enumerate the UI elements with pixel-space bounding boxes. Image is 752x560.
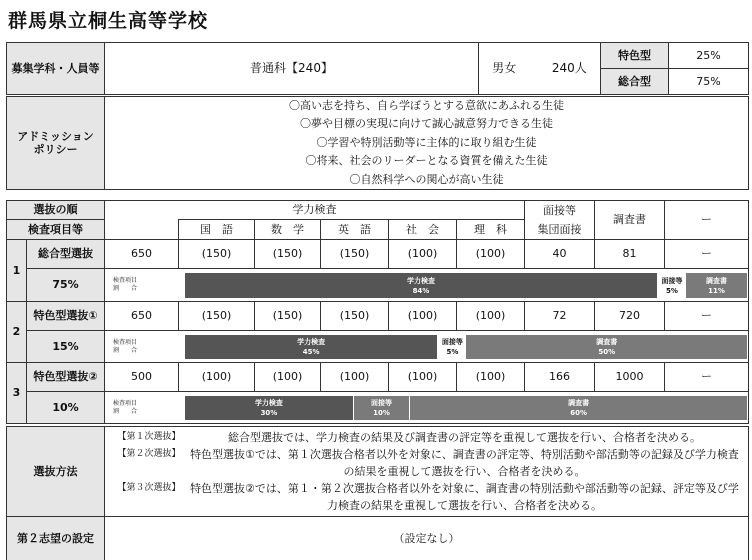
ratio-bars [185,396,748,420]
second-choice-value: （設定なし） [105,517,749,560]
header-interview-2: 集団面接 [525,220,595,240]
method-text: 特色型選抜②では、第１・第２次選抜合格者以外を対象に、調査書の特別活動や部活動等の記録、評定等及び学力検査の結果を重視して選抜を行い、合格者を決める。 [190,482,739,512]
subject-header: 社 会 [389,220,457,240]
admission-policy-table [6,96,749,190]
header-academic: 学力検査 [105,201,525,220]
ratio-segment-pct: 45% [302,348,320,356]
row-percent: 75% [27,269,105,302]
method-tag: 【第１次選抜】 [117,432,181,442]
selection-table [6,200,749,424]
admission-policy-label-line2: ポリシー [33,143,78,157]
subject-score: (100) [389,302,457,331]
ratio-segment-label: 調査書 [568,399,590,407]
subject-score: (100) [321,363,389,392]
bar-label-line1: 検査項目 [113,338,138,346]
header-dash: ー [665,201,749,240]
interview-score: 166 [525,363,595,392]
row-name: 特色型選抜① [27,302,105,331]
ratio-segment-pct: 10% [373,409,390,417]
subject-header: 英 語 [321,220,389,240]
type-name-2: 総合型 [601,69,669,95]
ratio-segment [354,396,410,420]
method-item [111,480,742,514]
header-total-blank [105,220,179,240]
subject-score: (150) [179,302,255,331]
admission-policy-label [7,97,105,190]
method-table [6,426,749,560]
subject-score: (100) [389,363,457,392]
ratio-segment [466,335,748,359]
method-text: 総合型選抜では、学力検査の結果及び調査書の評定等を重視して選抜を行い、合格者を決める。 [228,431,701,444]
bar-label [113,400,137,416]
ratio-bar-row [105,269,749,302]
row-number: 1 [7,240,27,302]
report-score: 1000 [595,363,665,392]
admission-policy-list [105,97,749,190]
interview-score: 40 [525,240,595,269]
ratio-segment-label: 面接等 [371,399,393,407]
ratio-segment [185,396,354,420]
other-score: ー [665,363,749,392]
ratio-segment [658,273,686,298]
row-number: 2 [7,302,27,363]
ratio-segment-label: 面接等 [661,276,683,285]
subject-score: (100) [457,240,525,269]
header-report: 調査書 [595,201,665,240]
method-item [111,429,742,446]
subject-score: (150) [255,240,321,269]
page-title: 群馬県立桐生高等学校 [8,10,209,32]
type-name-1: 特色型 [601,43,669,69]
total-score: 650 [105,240,179,269]
ratio-segment-label: 学力検査 [254,399,283,407]
method-tag: 【第２次選抜】 [117,449,181,459]
row-percent: 10% [27,392,105,424]
policy-item: 〇学習や特別活動等に主体的に取り組む生徒 [316,135,537,149]
bar-label-line2: 割 合 [113,346,138,354]
ratio-segment [185,273,658,298]
subject-score: (100) [179,363,255,392]
ratio-segment-pct: 5% [666,286,678,295]
subject-score: (150) [179,240,255,269]
policy-item: 〇夢や目標の実現に向けて誠心誠意努力できる生徒 [300,117,553,131]
ratio-segment-pct: 84% [412,286,430,295]
ratio-bar-row [105,392,749,424]
header-items: 検査項目等 [7,220,105,240]
method-text: 特色型選抜①では、第１次選抜合格者以外を対象に、調査書の評定等、特別活動や部活動等の記録及び学力検査の結果を重視して選抜を行い、合格者を決める。 [190,448,739,478]
subject-score: (100) [457,363,525,392]
bar-label [113,277,137,293]
report-score: 720 [595,302,665,331]
type-ratio-2: 75% [669,69,749,95]
subject-score: (150) [321,240,389,269]
header-interview-1: 面接等 [525,201,595,220]
policy-item: 〇高い志を持ち、自ら学ぼうとする意欲にあふれる生徒 [289,99,564,112]
bar-label-line2: 割 合 [113,407,138,415]
policy-item: 〇自然科学への関心が高い生徒 [349,172,504,186]
admission-policy-label-line1: アドミッション [17,129,94,143]
recruit-gender: 男女 [492,61,517,76]
total-score: 650 [105,302,179,331]
subject-score: (100) [255,363,321,392]
subject-score: (100) [457,302,525,331]
second-choice-label: 第２志望の設定 [7,517,105,560]
row-number: 3 [7,363,27,424]
other-score: ー [665,302,749,331]
method-label: 選抜方法 [7,427,105,517]
ratio-segment-pct: 30% [260,409,278,417]
bar-label-line1: 検査項目 [113,277,138,284]
other-score: ー [665,240,749,269]
ratio-segment-pct: 11% [708,286,725,295]
row-percent: 15% [27,331,105,363]
ratio-segment-label: 学力検査 [297,338,326,346]
method-item [111,446,742,480]
policy-item: 〇将来、社会のリーダーとなる資質を備えた生徒 [305,154,548,168]
subject-header: 国 語 [179,220,255,240]
row-name: 特色型選抜② [27,363,105,392]
subject-score: (100) [389,240,457,269]
ratio-segment-label: 調査書 [706,276,727,285]
header-order: 選抜の順 [7,201,105,220]
ratio-segment-pct: 5% [446,348,459,356]
method-list [105,427,749,517]
total-score: 500 [105,363,179,392]
row-name: 総合型選抜 [27,240,105,269]
type-ratio-1: 25% [669,43,749,69]
bar-label-line1: 検査項目 [113,399,138,407]
ratio-bars [185,273,748,298]
ratio-bars [185,335,748,359]
subject-score: (150) [321,302,389,331]
report-score: 81 [595,240,665,269]
method-tag: 【第３次選抜】 [117,483,181,493]
bar-label [113,339,137,355]
subject-score: (150) [255,302,321,331]
ratio-segment [686,273,748,298]
ratio-segment-label: 面接等 [441,338,463,346]
recruit-capacity: 240人 [551,61,587,76]
bar-label-line2: 割 合 [113,285,138,292]
subject-header: 数 学 [255,220,321,240]
ratio-segment-label: 学力検査 [406,276,435,285]
ratio-bar-row [105,331,749,363]
ratio-segment [185,335,438,359]
recruit-course: 普通科【240】 [105,43,479,95]
recruit-table [6,42,749,95]
recruit-capacity-cell [479,43,601,95]
ratio-segment-pct: 50% [598,348,616,356]
interview-score: 72 [525,302,595,331]
ratio-segment [410,396,748,420]
ratio-segment [438,335,466,359]
subject-header: 理 科 [457,220,525,240]
recruit-label: 募集学科・人員等 [7,43,105,95]
ratio-segment-label: 調査書 [596,338,618,346]
ratio-segment-pct: 60% [570,409,587,417]
